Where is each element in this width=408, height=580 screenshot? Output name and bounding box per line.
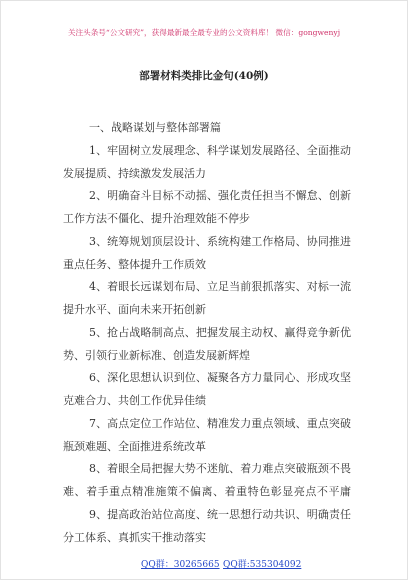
- item-line: 克难合力、共创工作优异佳绩: [63, 394, 206, 407]
- item-line: 难、着手重点精准施策不偏离、着重特色彰显亮点不平庸: [63, 485, 351, 498]
- item-line: 提升水平、面向未来开拓创新: [63, 303, 206, 316]
- item-line: 6、深化思想认识到位、凝聚各方力量同心、形成攻坚: [89, 371, 351, 385]
- item-line: 5、抢占战略制高点、把握发展主动权、赢得竞争新优: [89, 325, 351, 339]
- list-item: [63, 140, 351, 186]
- page-title: 部署材料类排比金句(40例): [139, 70, 269, 82]
- item-line: 1、牢固树立发展理念、科学谋划发展路径、全面推动: [89, 143, 351, 157]
- item-line: 瓶颈难题、全面推进系统改革: [63, 439, 206, 453]
- item-line: 3、统筹规划顶层设计、系统构建工作格局、协同推进: [89, 234, 351, 248]
- item-line: 势、引领行业新标准、创造发展新辉煌: [63, 348, 250, 362]
- item-line: 8、着眼全局把握大势不迷航、着力难点突破瓶颈不畏: [89, 462, 351, 476]
- item-line: 发展提质、持续激发发展活力: [63, 166, 206, 180]
- list-item: [63, 413, 351, 459]
- item-line: 重点任务、整体提升工作质效: [63, 257, 206, 271]
- document-body: [63, 117, 351, 549]
- page-footer: [1, 558, 407, 572]
- item-line: 9、提高政治站位高度、统一思想行动共识、明确责任: [89, 507, 351, 521]
- page-header-note: 关注头条号“公文研究”，获得最新最全最专业的公文资料库！ 微信：gongwenyj: [67, 28, 341, 37]
- section-heading: 一、战略谋划与整体部署篇: [89, 121, 221, 134]
- item-line: 4、着眼长远谋划布局、立足当前狠抓落实、对标一流: [89, 280, 351, 294]
- list-item: [63, 185, 351, 231]
- list-item: [63, 458, 351, 504]
- qq-group-link[interactable]: QQ群：30265665: [141, 560, 220, 570]
- item-line: 分工体系、真抓实干推动落实: [63, 530, 206, 544]
- list-item: [63, 322, 351, 368]
- item-line: 2、明确奋斗目标不动摇、强化责任担当不懈怠、创新: [89, 189, 351, 203]
- item-line: 工作方法不僵化、提升治理效能不停步: [63, 212, 250, 225]
- list-item: [63, 231, 351, 277]
- list-item: [63, 276, 351, 322]
- qq-group-link[interactable]: QQ群:535304092: [223, 560, 302, 570]
- item-line: 7、高点定位工作站位、精准发力重点领域、重点突破: [89, 416, 351, 430]
- list-item: [63, 504, 351, 550]
- list-item: [63, 367, 351, 413]
